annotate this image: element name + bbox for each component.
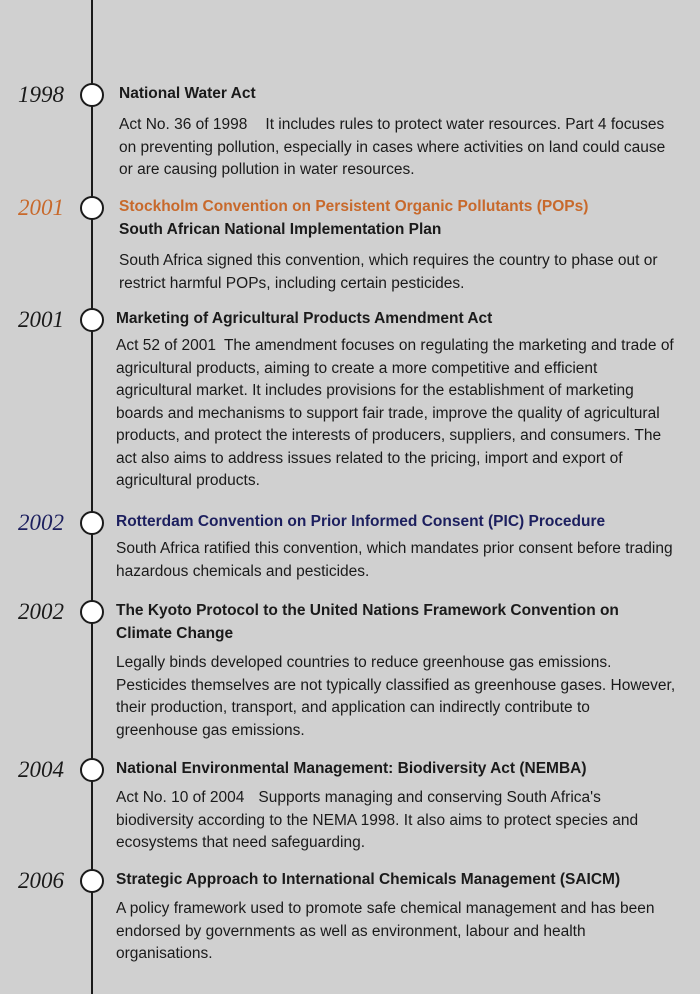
entry-title: Strategic Approach to International Chemicals Management (SAICM): [116, 871, 621, 888]
entry-year: 2002: [18, 599, 64, 624]
entry-description: Legally binds developed countries to reduce greenhouse gas emissions. Pesticides themselves are not typically classified as greenhouse gases. However, their production, transport, and application can indirectly contribute to greenhouse gas emissions.: [116, 654, 676, 739]
entry-title: Stockholm Convention on Persistent Organic Pollutants (POPs): [119, 198, 589, 215]
entry-year: 2006: [18, 868, 64, 893]
entry-content: [116, 510, 676, 583]
entry-reference: Act No. 10 of 2004: [116, 789, 245, 806]
entry-content: [119, 82, 679, 182]
timeline-marker-icon: [80, 83, 104, 107]
entry-reference: Act 52 of 2001: [116, 337, 216, 354]
entry-title: The Kyoto Protocol to the United Nations Framework Convention on Climate Change: [116, 602, 619, 642]
entry-description: It includes rules to protect water resources. Part 4 focuses on preventing pollution, especially in cases where activities on land could cause or are causing pollution in water resources.: [119, 116, 666, 178]
entry-content: [116, 757, 676, 855]
entry-description: A policy framework used to promote safe chemical management and has been endorsed by governments as well as environment, labour and health organisations.: [116, 900, 655, 962]
timeline-marker-icon: [80, 511, 104, 535]
entry-description-block: [119, 114, 679, 182]
timeline-marker-icon: [80, 869, 104, 893]
entry-title: National Environmental Management: Biodiversity Act (NEMBA): [116, 760, 587, 777]
entry-content: [116, 868, 676, 966]
entry-year: 2002: [18, 510, 64, 535]
timeline-line: [91, 0, 93, 994]
entry-content: [116, 307, 676, 493]
entry-reference: Act No. 36 of 1998: [119, 116, 248, 133]
entry-year: 2001: [18, 307, 64, 332]
entry-content: [119, 195, 679, 295]
entry-description: South Africa ratified this convention, which mandates prior consent before trading hazardous chemicals and pesticides.: [116, 540, 673, 580]
entry-subtitle: South African National Implementation Plan: [119, 221, 442, 238]
entry-title: Marketing of Agricultural Products Amendment Act: [116, 310, 493, 327]
entry-year: 2004: [18, 757, 64, 782]
timeline-marker-icon: [80, 758, 104, 782]
entry-year: 2001: [18, 195, 64, 220]
entry-title: Rotterdam Convention on Prior Informed Consent (PIC) Procedure: [116, 513, 606, 530]
entry-description-block: [116, 787, 676, 855]
entry-content: [116, 599, 676, 742]
entry-title: National Water Act: [119, 85, 256, 102]
entry-description: The amendment focuses on regulating the marketing and trade of agricultural products, aiming to create a more competitive and efficient agricultural market. It includes provisions for the establishment of marketing boards and mechanisms to support fair trade, improve the quality of agricultural products, and protect the interests of producers, suppliers, and consumers. The act also aims to address issues related to the pricing, import and export of agricultural products.: [116, 337, 674, 489]
entry-description: South Africa signed this convention, which requires the country to phase out or restrict harmful POPs, including certain pesticides.: [119, 252, 658, 292]
entry-description: Supports managing and conserving South Africa's biodiversity according to the NEMA 1998. It also aims to protect species and ecosystems that need safeguarding.: [116, 789, 639, 851]
entry-year: 1998: [18, 82, 64, 107]
timeline-marker-icon: [80, 600, 104, 624]
timeline-marker-icon: [80, 308, 104, 332]
entry-description-block: [116, 335, 676, 493]
timeline-marker-icon: [80, 196, 104, 220]
